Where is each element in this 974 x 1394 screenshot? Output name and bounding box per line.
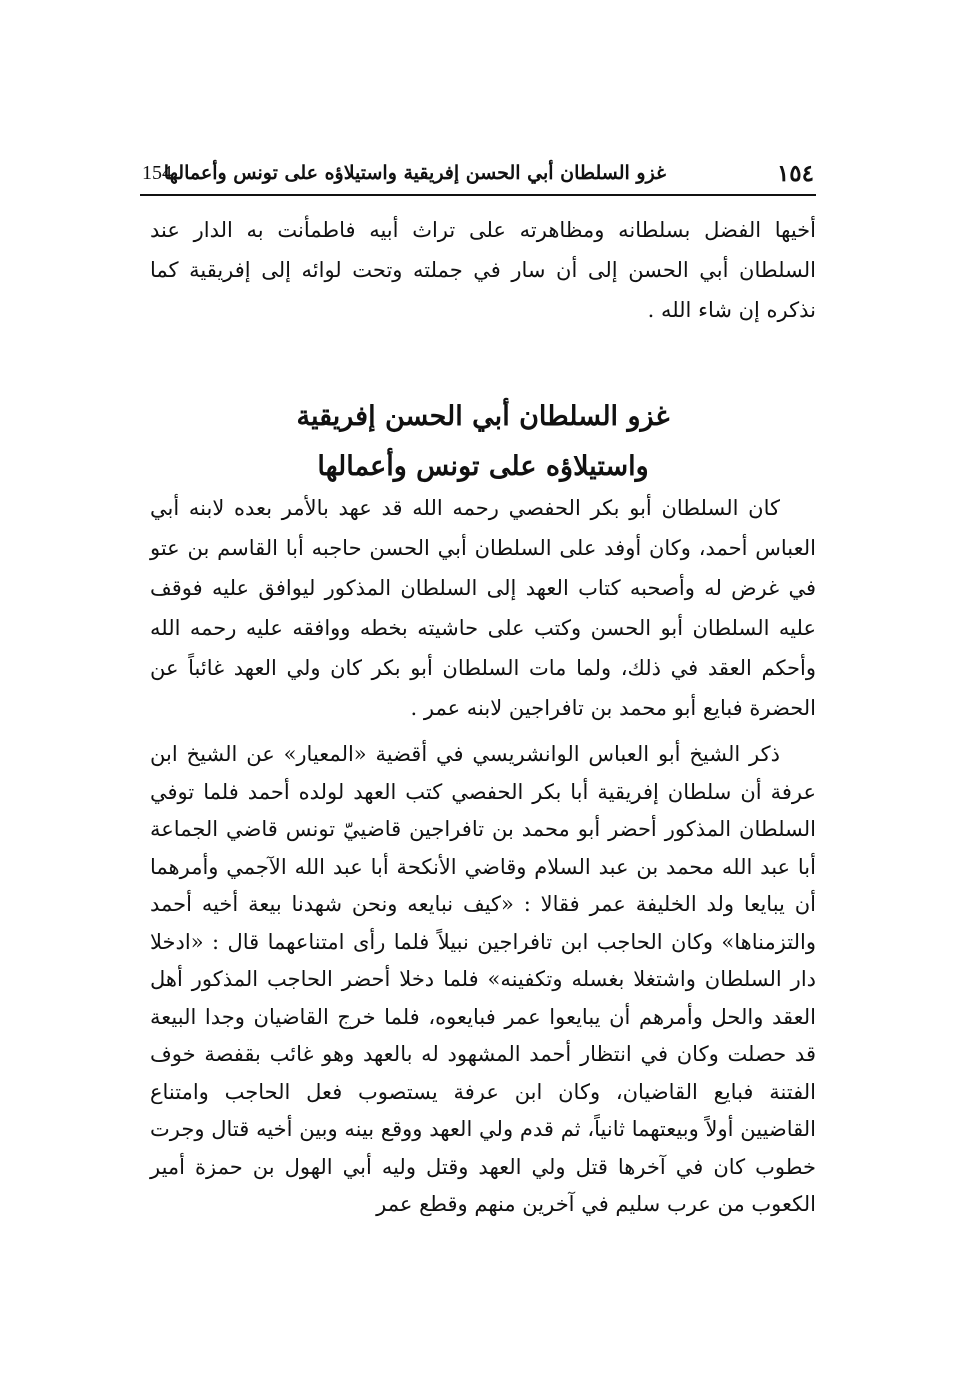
running-title: غزو السلطان أبي الحسن إفريقية واستيلاؤه على تونس وأعمالها xyxy=(163,162,666,184)
section-heading xyxy=(150,392,816,492)
intro-paragraph: أخيها الفضل بسلطانه ومظاهرته على تراث أبيه فاطمأنت به الدار عند السلطان أبي الحسن إلى أن سار في جملته وتحت لوائه إلى إفريقية كما نذكره إن شاء الله . xyxy=(150,218,816,322)
page-number-latin: 154 xyxy=(142,162,172,184)
body-paragraph-1: كان السلطان أبو بكر الحفصي رحمه الله قد عهد بالأمر بعده لابنه أبي العباس أحمد، وكان أوفد على السلطان أبي الحسن حاجبه أبا القاسم بن عتو في غرض له وأصحبه كتاب العهد إلى السلطان المذكور ليوافق عليه فوقف عليه السلطان أبو الحسن وكتب على حاشيته بخطه ووافقه عليه رحمه الله وأحكم العقد في ذلك، ولما مات السلطان أبو بكر كان ولي العهد غائباً عن الحضرة فبايع أبو محمد بن تافراجين لابنه عمر . xyxy=(150,496,816,720)
section-heading-line-2: واستيلاؤه على تونس وأعمالها xyxy=(317,451,649,482)
running-header xyxy=(140,158,816,196)
page-number-arabic: ١٥٤ xyxy=(776,160,814,187)
body-paragraph-2: ذكر الشيخ أبو العباس الوانشريسي في أقضية «المعيار» عن الشيخ ابن عرفة أن سلطان إفريقية أبا بكر الحفصي كتب العهد لولده أحمد فلما توفي السلطان المذكور أحضر أبو محمد بن تافراجين قاضييّ تونس قاضي الجماعة أبا عبد الله محمد بن عبد السلام وقاضي الأنكحة أبا عبد الله الآجمي وأمرهما أن يبايعا ولد الخليفة عمر فقالا : «كيف نبايعه ونحن شهدنا بيعة أخيه أحمد والتزمناها» وكان الحاجب ابن تافراجين نبيلاً فلما رأى امتناعهما قال : «ادخلا دار السلطان واشتغلا بغسله وتكفينه» فلما دخلا أحضر الحاجب المذكور أهل العقد والحل وأمرهم أن يبايعوا عمر فبايعوه، فلما خرج القاضيان وجدا البيعة قد حصلت وكان في انتظار أحمد المشهود له بالعهد وهو غائب بقفصة خوف الفتنة فبايع القاضيان، وكان ابن عرفة يستصوب فعل الحاجب وامتناع القاضيين أولاً وبيعتهما ثانياً، ثم قدم ولي العهد ووقع بينه وبين أخيه قتال وجرت خطوب كان في آخرها قتل ولي العهد وقتل وليه أبي الهول بن حمزة أمير الكعوب من عرب سليم في آخرين منهم وقطع عمر xyxy=(150,742,816,1216)
section-heading-line-1: غزو السلطان أبي الحسن إفريقية xyxy=(296,401,670,432)
